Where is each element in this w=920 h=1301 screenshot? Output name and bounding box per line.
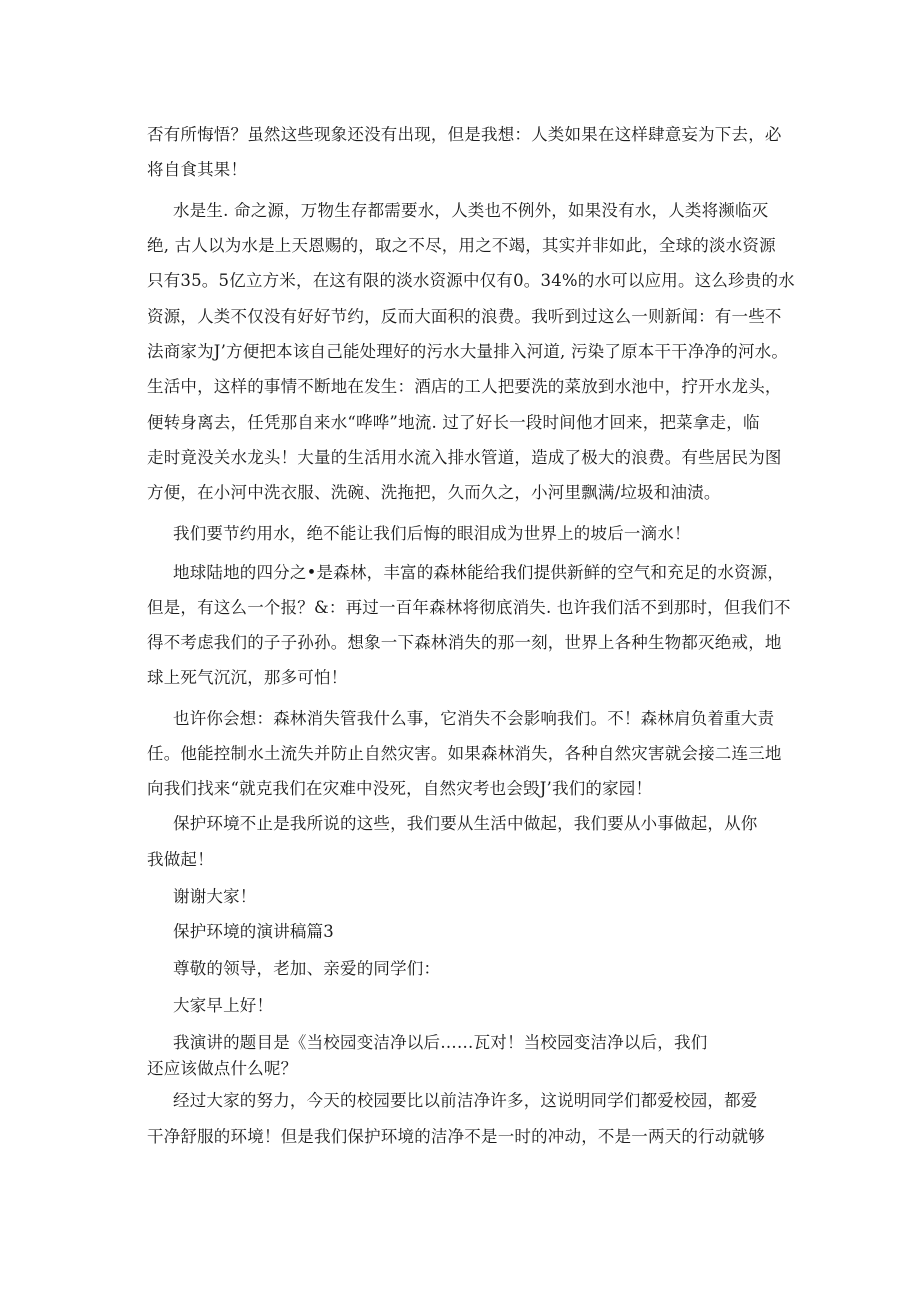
text-line: 干净舒服的环境！但是我们保护环境的洁净不是一时的冲动，不是一两天的行动就够	[147, 1127, 765, 1146]
text-line: 只有35。5亿立方米，在这有限的淡水资源中仅有0。34%的水可以应用。这么珍贵的水	[147, 271, 795, 290]
text-line: 球上死气沉沉，那多可怕！	[147, 668, 348, 687]
section-heading: 保护环境的演讲稿篇3	[173, 922, 334, 941]
text-line: 我做起！	[147, 850, 214, 869]
text-line: 生活中，这样的事情不断地在发生：酒店的工人把要洗的菜放到水池中，拧开水龙头，	[147, 377, 782, 396]
text-line: 便转身离去，任凭那自来水“哗哗”地流. 过了好长一段时间他才回来，把菜拿走，临	[147, 413, 760, 432]
text-line: 我们要节约用水，绝不能让我们后悔的眼泪成为世界上的坡后一滴水！	[173, 524, 691, 543]
text-line: 资源，人类不仅没有好好节约，反而大面积的浪费。我听到过这么一则新闻：有一些不	[147, 307, 782, 326]
text-line: 法商家为J’方便把本该自己能处理好的污水大量排入河道, 污染了原本干干净净的河水。	[147, 342, 789, 361]
text-line: 否有所悔悟？虽然这些现象还没有出现，但是我想：人类如果在这样肆意妄为下去，必	[147, 125, 782, 144]
text-line: 谢谢大家！	[173, 887, 257, 906]
text-line: 走时竟没关水龙头！大量的生活用水流入排水管道，造成了极大的浪费。有些居民为图	[147, 448, 782, 467]
text-line: 还应该做点什么呢？	[147, 1059, 298, 1078]
text-line: 尊敬的领导，老加、亲爱的同学们：	[173, 959, 441, 978]
text-line: 将自食其果！	[147, 160, 248, 179]
text-line: 任。他能控制水土流失并防止自然灾害。如果森林消失，各种自然灾害就会接二连三地	[147, 744, 782, 763]
text-line: 得不考虑我们的子子孙孙。想象一下森林消失的那一刻，世界上各种生物都灭绝戒，地	[147, 633, 782, 652]
text-line: 我演讲的题目是《当校园变洁净以后……瓦对！当校园变洁净以后，我们	[173, 1033, 708, 1052]
text-line: 地球陆地的四分之•是森林，丰富的森林能给我们提供新鲜的空气和充足的水资源，	[173, 563, 785, 582]
text-line: 绝, 古人以为水是上天恩赐的，取之不尽，用之不竭，其实并非如此，全球的淡水资源	[147, 236, 776, 255]
text-line: 经过大家的努力，今天的校园要比以前洁净许多，这说明同学们都爱校园，都爱	[173, 1091, 758, 1110]
text-line: 大家早上好！	[173, 996, 274, 1015]
text-line: 但是，有这么一个报？&：再过一百年森林将彻底消失. 也许我们活不到那时，但我们不	[147, 598, 791, 617]
text-line: 方便，在小河中洗衣服、洗碗、洗拖把，久而久之，小河里飘满/垃圾和油渍。	[147, 483, 721, 502]
text-line: 向我们找来“就克我们在灾难中没死，自然灾考也会毁J’我们的家园！	[147, 779, 653, 798]
text-line: 水是生. 命之源，万物生存都需要水，人类也不例外，如果没有水，人类将濒临灭	[173, 201, 769, 220]
text-line: 也许你会想：森林消失管我什么事，它消失不会影响我们。不！森林肩负着重大责	[173, 709, 775, 728]
text-line: 保护环境不止是我所说的这些，我们要从生活中做起，我们要从小事做起，从你	[173, 814, 758, 833]
